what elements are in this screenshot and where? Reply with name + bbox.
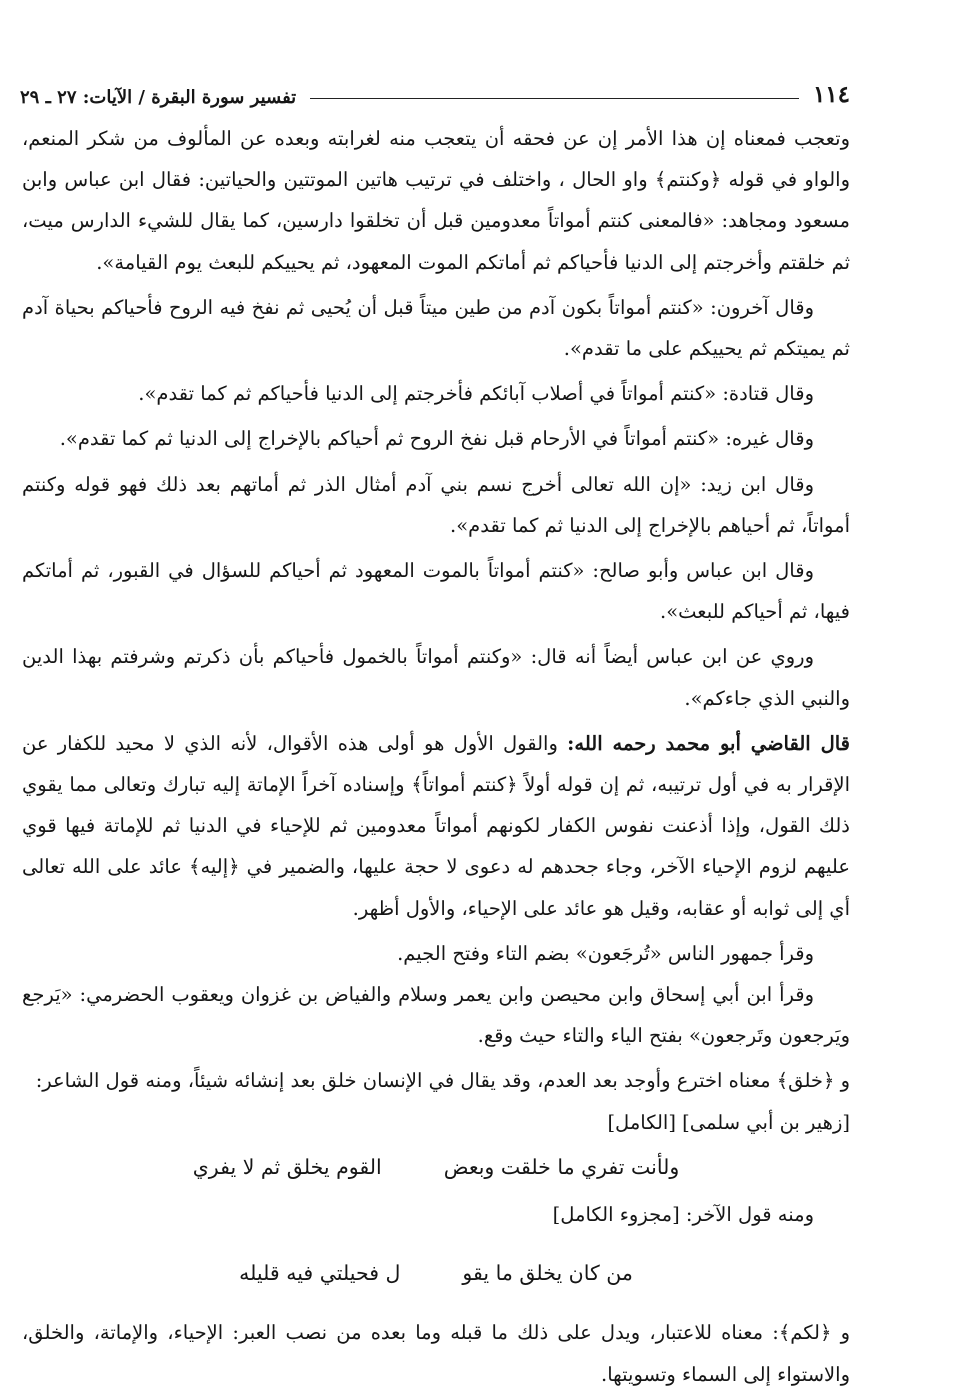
poem1-hemistich-right: ولأنت تفري ما خلقت وبعض [443, 1154, 680, 1179]
khalaq-paragraph: و ﴿خلق﴾ معناه اخترع وأوجد بعد العدم، وقد يقال في الإنسان خلق بعد إنشائه شيئاً، ومنه قول الشاعر: [35, 1069, 850, 1093]
poem2-intro: ومنه قول الآخر: [مجزوء الكامل] [552, 1203, 814, 1227]
paragraph-3: وقال قتادة: «كنتم أمواتاً في أصلاب آبائكم فأخرجتم إلى الدنيا فأحياكم ثم كما تقدم». [138, 382, 814, 406]
paragraph-2: وقال آخرون: «كنتم أمواتاً بكون آدم من طين ميتاً قبل أن يُحيى ثم نفخ فيه الروح فأحياكم بحياة آدم ثم يميتكم ثم يحييكم على ما تقدم». [22, 295, 850, 361]
paragraph-5: وقال ابن زيد: «إن الله تعالى أخرج نسم بني آدم أمثال الذر ثم أماتهم بعد ذلك فهو قوله وكنتم أمواتاً، ثم أحياهم بالإخراج إلى الدنيا ثم كما تقدم». [22, 472, 850, 537]
qadi-text: والقول الأول هو أولى هذه الأقوال، لأنه الذي لا محيد للكفار عن الإقرار به في أول ترتيبه، ثم إن قوله أولاً ﴿كنتم أمواتاً﴾ وإسناده آخراً الإماتة إليه تبارك وتعالى مما يقوي ذلك القول، وإذا أذعنت نفوس الكفار لكونهم أمواتاً معدومين ثم للإحياء في الدنيا ثم للإماتة فيها قوي عليهم لزوم الإحياء الآخر، وجاء جحدهم له دعوى لا حجة عليها، والضمير في ﴿إليه﴾ عائد على الله تعالى أي إلى ثوابه أو عقابه، وقيل هو عائد على الإحياء، والأول أظهر. [22, 731, 850, 920]
reading-1: وقرأ جمهور الناس «تُرجَعون» بضم التاء وفتح الجيم. [397, 941, 814, 965]
poem2-hemistich-right: من كان يخلق ما يقو [462, 1261, 633, 1286]
header-rule [310, 98, 799, 99]
qadi-lead: قال القاضي أبو محمد رحمه الله: [567, 731, 850, 755]
poem1-attribution: [زهير بن أبي سلمى] [الكامل] [607, 1110, 850, 1134]
qadi-paragraph [22, 723, 850, 929]
poem2-verse [22, 1253, 850, 1294]
poem1-hemistich-left: القوم يخلق ثم لا يفري [192, 1154, 382, 1179]
poem1-verse [22, 1147, 850, 1188]
page-header [20, 74, 850, 108]
poem2-hemistich-left: ل فحيلتي فيه قليله [239, 1261, 401, 1286]
page-body [22, 118, 850, 1399]
paragraph-6: وقال ابن عباس وأبو صالح: «كنتم أمواتاً بالموت المعهود ثم أحياكم للسؤال في القبور، ثم أماتكم فيها، ثم أحياكم للبعث». [22, 559, 850, 624]
paragraph-7: وروي عن ابن عباس أيضاً أنه قال: «وكنتم أمواتاً بالخمول فأحياكم بأن ذكرتم وشرفتم بهذا الدين والنبي الذي جاءكم». [22, 645, 850, 710]
reading-2: وقرأ ابن أبي إسحاق وابن محيصن وابن يعمر وسلام والفياض بن غزوان ويعقوب الحضرمي: «يَرجع ويَرجعون وتَرجعون» بفتح الياء والتاء حيث وقع. [22, 983, 850, 1048]
lakum-paragraph: و ﴿لكم﴾: معناه للاعتبار، ويدل على ذلك ما قبله وما بعده من نصب العبر: الإحياء، والإماتة، والخلق، والاستواء إلى السماء وتسويتها. [22, 1321, 850, 1386]
page-number: ١١٤ [812, 81, 850, 108]
paragraph-1: وتعجب فمعناه إن هذا الأمر إن عن فحقه أن يتعجب منه لغرابته وبعده عن المألوف من شكر المنعم، والواو في قوله ﴿وكنتم﴾ واو الحال ، واختلف في ترتيب هاتين الموتتين والحياتين: فقال ابن عباس وابن مسعود ومجاهد: «فالمعنى كنتم أمواتاً معدومين قبل أن تخلقوا دارسين، كما يقال للشيء الدارس ميت، ثم خلقتم وأخرجتم إلى الدنيا فأحياكم ثم أماتكم الموت المعهود، ثم يحييكم للبعث يوم القيامة». [22, 127, 850, 274]
running-title: تفسير سورة البقرة / الآيات: ٢٧ ـ ٢٩ [20, 87, 297, 108]
paragraph-4: وقال غيره: «كنتم أمواتاً في الأرحام قبل نفخ الروح ثم أحياكم بالإخراج إلى الدنيا ثم كما تقدم». [59, 427, 814, 451]
